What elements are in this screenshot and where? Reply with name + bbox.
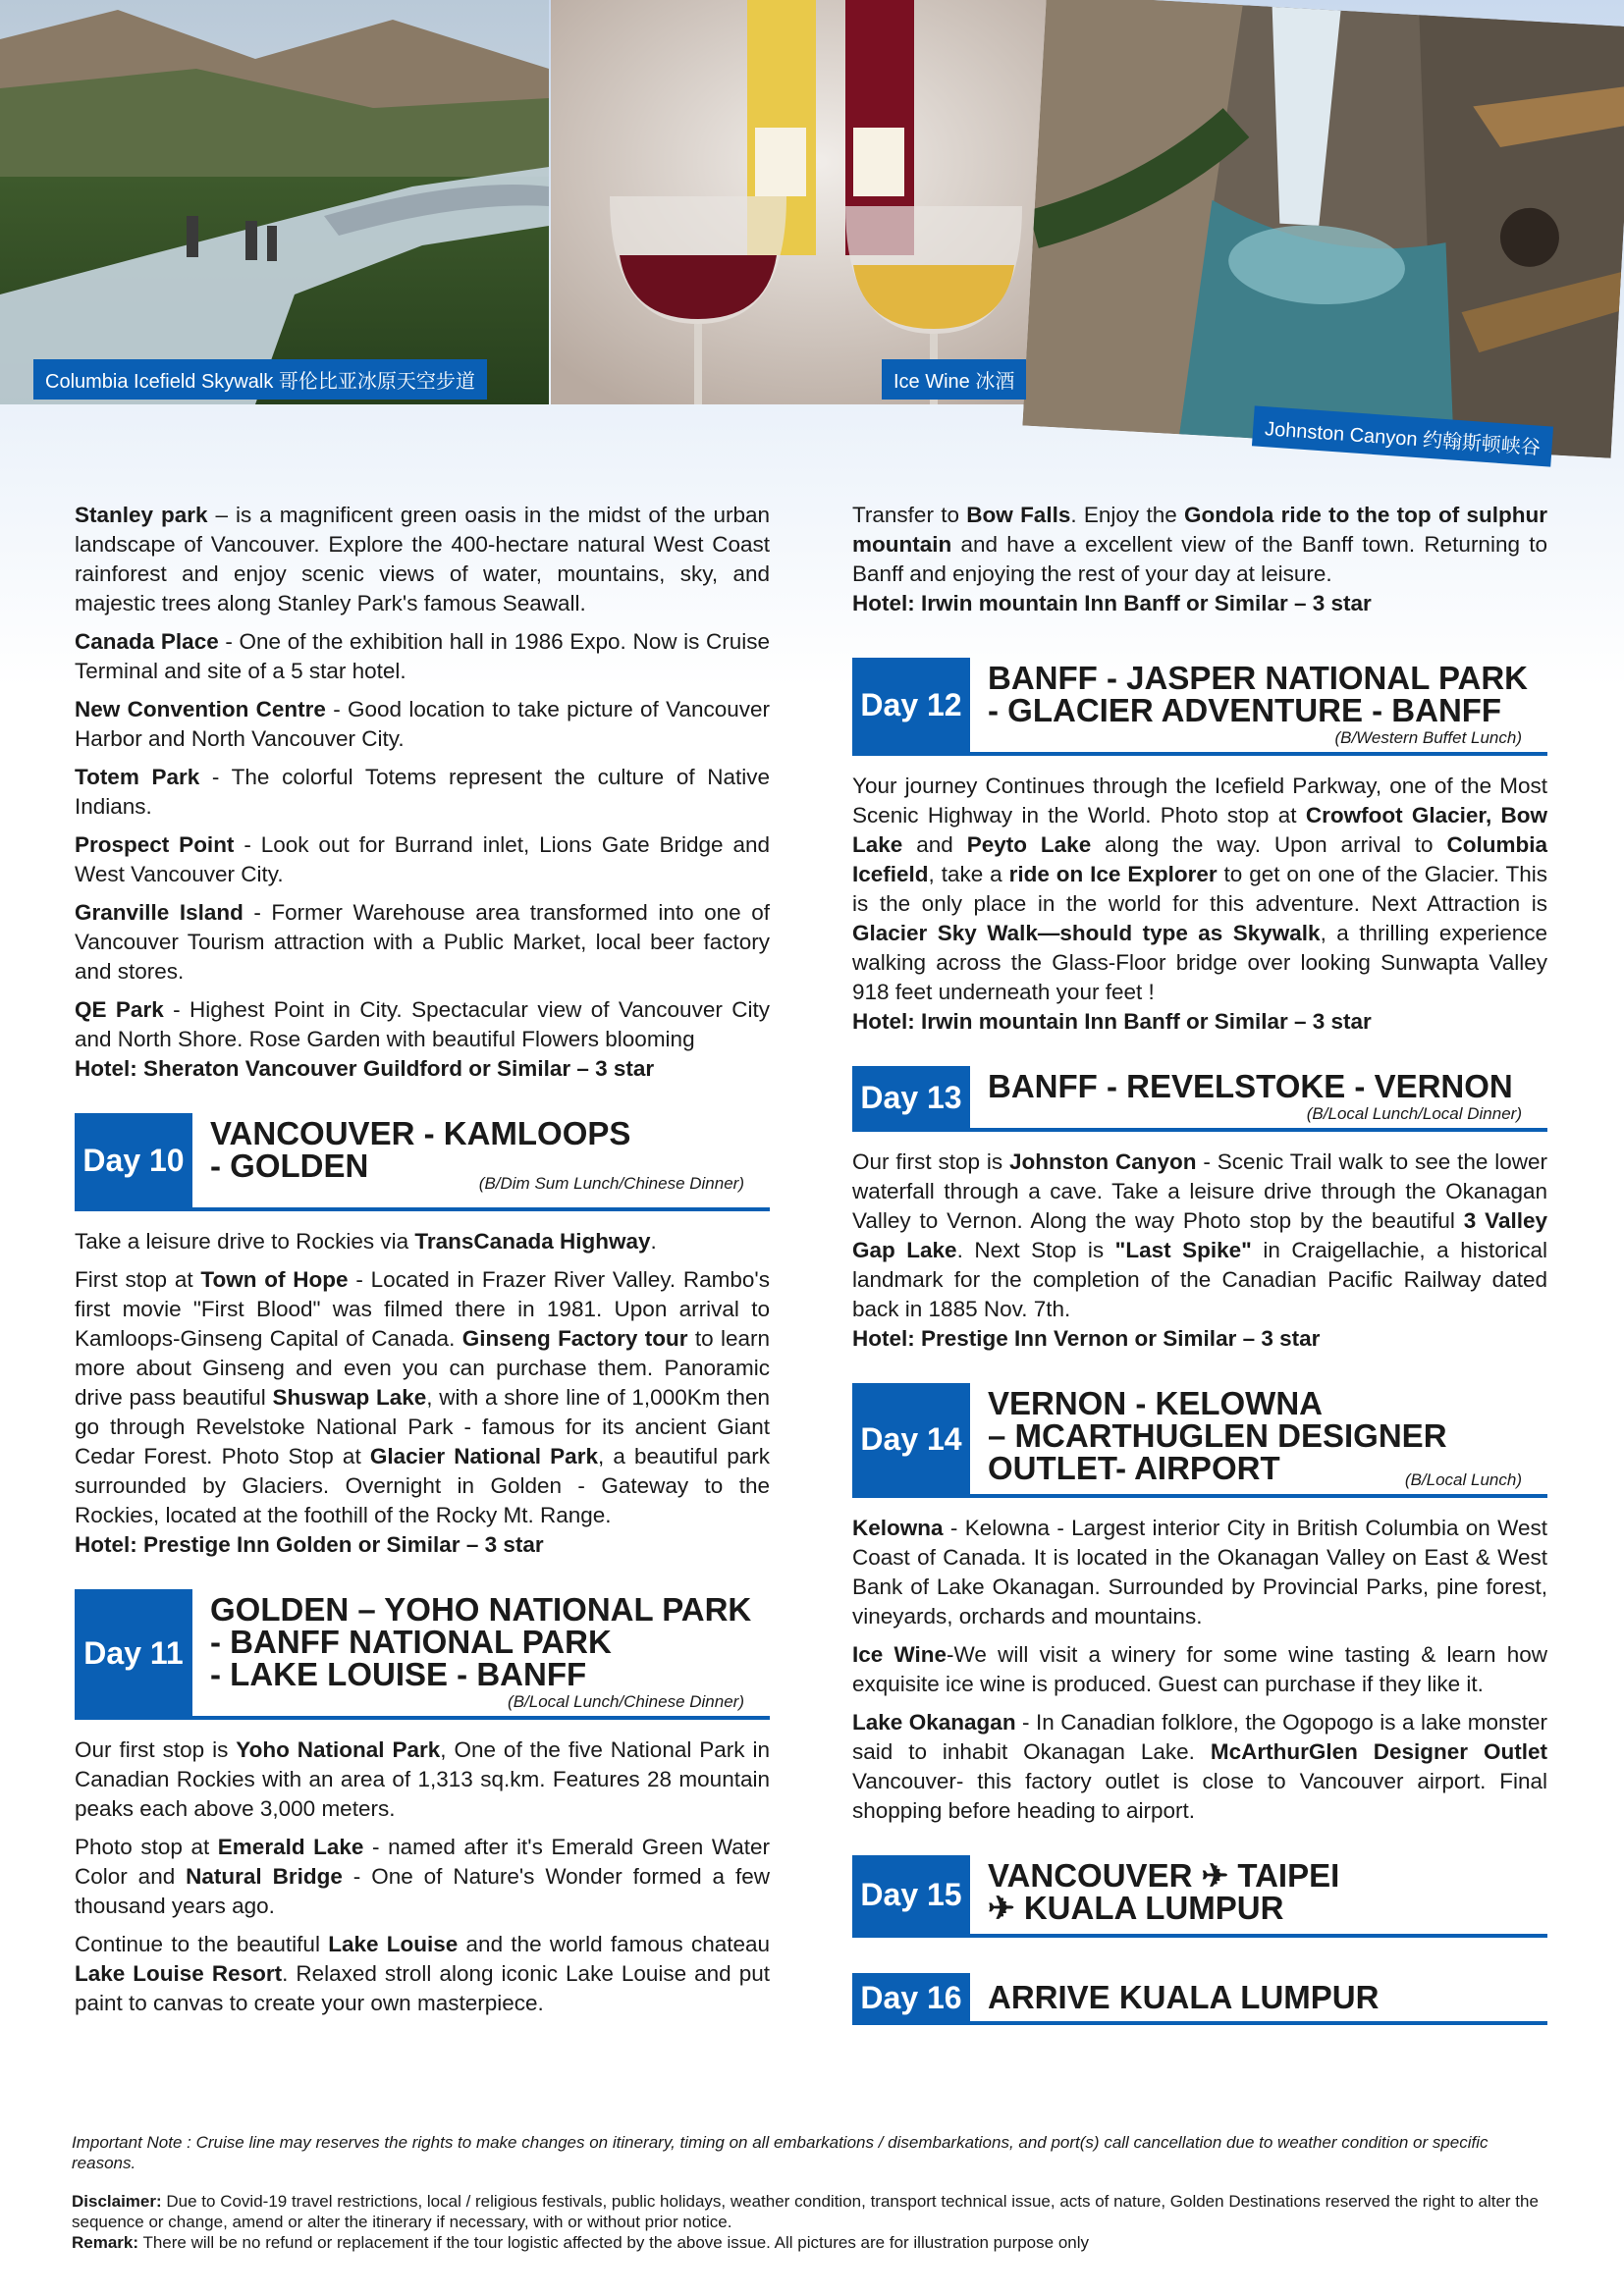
stanley-park-paragraph: Stanley park – is a magnificent green oasis in the midst of the urban landscape of Vancouver. Explore the 400-hectare natural West Coast rainforest and enjoy scenic views of water, mountains, sky, and majestic trees along Stanley Park's famous Seawall.	[75, 503, 770, 615]
day-13-meals: (B/Local Lunch/Local Dinner)	[1306, 1104, 1522, 1123]
hotel-day11: Hotel: Irwin mountain Inn Banff or Similar – 3 star	[852, 591, 1372, 615]
day-12-label: Day 12	[852, 658, 970, 752]
day-11-continued-paragraph: Transfer to Bow Falls. Enjoy the Gondola ride to the top of sulphur mountain and have a excellent view of the Banff town. Returning to Banff and enjoying the rest of your day at leisure.	[852, 503, 1547, 586]
lake-okanagan-paragraph: Lake Okanagan - In Canadian folklore, the Ogopogo is a lake monster said to inhabit Okanagan Lake. McArthurGlen Designer Outlet Vancouver- this factory outlet is close to Vancouver airport. Final shopping before heading to airport.	[852, 1710, 1547, 1823]
day-14-meals: (B/Local Lunch)	[1404, 1470, 1522, 1489]
day-16-header	[852, 1973, 1547, 2025]
day-10-title: VANCOUVER - KAMLOOPS - GOLDEN	[210, 1115, 631, 1184]
important-note: Important Note : Cruise line may reserves the rights to make changes on itinerary, timing on all embarkations / disembarkations, and port(s) call cancellation due to weather condition or specific reasons.	[72, 2133, 1489, 2172]
day-16-label: Day 16	[852, 1973, 970, 2021]
qe-park-paragraph: QE Park - Highest Point in City. Spectacular view of Vancouver City and North Shore. Rose Garden with beautiful Flowers blooming	[75, 997, 770, 1051]
day-10-paragraph-1: Take a leisure drive to Rockies via TransCanada Highway.	[75, 1229, 657, 1254]
convention-centre-paragraph: New Convention Centre - Good location to take picture of Vancouver Harbor and North Vancouver City.	[75, 697, 770, 751]
day-10-meals: (B/Dim Sum Lunch/Chinese Dinner)	[478, 1174, 744, 1193]
day-14-header	[852, 1383, 1547, 1498]
ice-wine-paragraph: Ice Wine-We will visit a winery for some wine tasting & learn how exquisite ice wine is produced. Guest can purchase if they like it.	[852, 1642, 1547, 1696]
day-13-header	[852, 1066, 1547, 1132]
day-11-paragraph-3: Continue to the beautiful Lake Louise and the world famous chateau Lake Louise Resort. Relaxed stroll along iconic Lake Louise and put paint to canvas to create your own masterpiece.	[75, 1932, 771, 2015]
day-13-paragraph: Our first stop is Johnston Canyon - Scenic Trail walk to see the lower waterfall through a cave. Take a leisure drive through the Okanagan Valley to Vernon. Along the way Photo stop by the beautiful 3 Valley Gap Lake. Next Stop is "Last Spike" in Craigellachie, a historical landmark for the completion of the Canadian Pacific Railway dated back in 1885 Nov. 7th.	[852, 1149, 1547, 1321]
day-11-title: GOLDEN – YOHO NATIONAL PARK - BANFF NATIONAL PARK - LAKE LOUISE - BANFF	[210, 1591, 752, 1692]
day-10-paragraph-2: First stop at Town of Hope - Located in Frazer River Valley. Rambo's first movie "First Blood" was filmed there in 1981. Upon arrival to Kamloops-Ginseng Capital of Canada. Ginseng Factory tour to learn more about Ginseng and even you can purchase them. Panoramic drive pass beautiful Shuswap Lake, with a shore line of 1,000Km then go through Revelstoke National Park - famous for its ancient Giant Cedar Forest. Photo Stop at Glacier National Park, a beautiful park surrounded by Glaciers. Overnight in Golden - Gateway to the Rockies, located at the foothill of the Rocky Mt. Range.	[75, 1267, 771, 1527]
hotel-day12: Hotel: Irwin mountain Inn Banff or Similar – 3 star	[852, 1009, 1372, 1034]
hotel-day13: Hotel: Prestige Inn Vernon or Similar – 3 star	[852, 1326, 1321, 1351]
day-13-label: Day 13	[852, 1066, 970, 1128]
footer	[72, 2132, 1544, 2253]
day-13-title: BANFF - REVELSTOKE - VERNON	[988, 1068, 1513, 1104]
hotel-day9: Hotel: Sheraton Vancouver Guildford or Similar – 3 star	[75, 1056, 655, 1081]
day-11-meals: (B/Local Lunch/Chinese Dinner)	[508, 1692, 744, 1711]
totem-park-paragraph: Totem Park - The colorful Totems represent the culture of Native Indians.	[75, 765, 771, 819]
day-12-title: BANFF - JASPER NATIONAL PARK - GLACIER ADVENTURE - BANFF	[988, 660, 1529, 728]
skywalk-caption: Columbia Icefield Skywalk 哥伦比亚冰原天空步道	[33, 359, 487, 400]
day-11-paragraph-1: Our first stop is Yoho National Park, One of the five National Park in Canadian Rockies with an area of 1,313 sq.km. Features 28 mountain peaks each above 3,000 meters.	[75, 1737, 770, 1821]
day-15-label: Day 15	[852, 1855, 970, 1934]
day-12-header	[852, 658, 1547, 756]
icewine-photo	[551, 0, 1086, 404]
hotel-day10: Hotel: Prestige Inn Golden or Similar – 3 star	[75, 1532, 544, 1557]
disclaimer: Disclaimer: Due to Covid-19 travel restrictions, local / religious festivals, public holidays, weather condition, transport technical issue, acts of nature, Golden Destinations reserved the right to alter the sequence or change, amend or alter the itinerary if necessary, with or without prior notice.	[72, 2192, 1539, 2231]
day-10-header	[75, 1113, 770, 1211]
day-14-title: VERNON - KELOWNA – MCARTHUGLEN DESIGNER OUTLET- AIRPORT	[988, 1385, 1447, 1486]
day-15-title: VANCOUVER ✈ TAIPEI ✈ KUALA LUMPUR	[988, 1857, 1340, 1926]
day-15-header	[852, 1855, 1547, 1938]
canada-place-paragraph: Canada Place - One of the exhibition hall in 1986 Expo. Now is Cruise Terminal and site of a 5 star hotel.	[75, 629, 771, 683]
right-column	[852, 501, 1547, 2041]
day-12-meals: (B/Western Buffet Lunch)	[1334, 728, 1522, 747]
left-column	[75, 501, 770, 2027]
skywalk-photo	[0, 0, 549, 404]
day-16-title: ARRIVE KUALA LUMPUR	[988, 1979, 1380, 2015]
icewine-caption: Ice Wine 冰酒	[882, 359, 1026, 400]
kelowna-paragraph: Kelowna - Kelowna - Largest interior City in British Columbia on West Coast of Canada. It is located in the Okanagan Valley on East & West Bank of Lake Okanagan. Surrounded by Provincial Parks, pine forest, vineyards, orchards and mountains.	[852, 1516, 1547, 1629]
day-11-paragraph-2: Photo stop at Emerald Lake - named after it's Emerald Green Water Color and Natural Bridge - One of Nature's Wonder formed a few thousand years ago.	[75, 1835, 771, 1918]
day-10-label: Day 10	[75, 1113, 192, 1207]
remark: Remark: There will be no refund or replacement if the tour logistic affected by the above issue. All pictures are for illustration purpose only	[72, 2233, 1090, 2252]
day-14-label: Day 14	[852, 1383, 970, 1494]
day-11-label: Day 11	[75, 1589, 192, 1716]
canyon-caption: Johnston Canyon 约翰斯顿峡谷	[1252, 405, 1553, 466]
day-12-paragraph: Your journey Continues through the Icefield Parkway, one of the Most Scenic Highway in the World. Photo stop at Crowfoot Glacier, Bow Lake and Peyto Lake along the way. Upon arrival to Columbia Icefield, take a ride on Ice Explorer to get on one of the Glacier. This is the only place in the world for this adventure. Next Attraction is Glacier Sky Walk—should type as Skywalk, a thrilling experience walking across the Glass-Floor bridge over looking Sunwapta Valley 918 feet underneath your feet !	[852, 774, 1548, 1004]
day-11-header	[75, 1589, 770, 1720]
prospect-point-paragraph: Prospect Point - Look out for Burrand inlet, Lions Gate Bridge and West Vancouver City.	[75, 832, 770, 886]
canyon-photo	[1022, 0, 1624, 458]
granville-island-paragraph: Granville Island - Former Warehouse area transformed into one of Vancouver Tourism attraction with a Public Market, local beer factory and stores.	[75, 900, 770, 984]
